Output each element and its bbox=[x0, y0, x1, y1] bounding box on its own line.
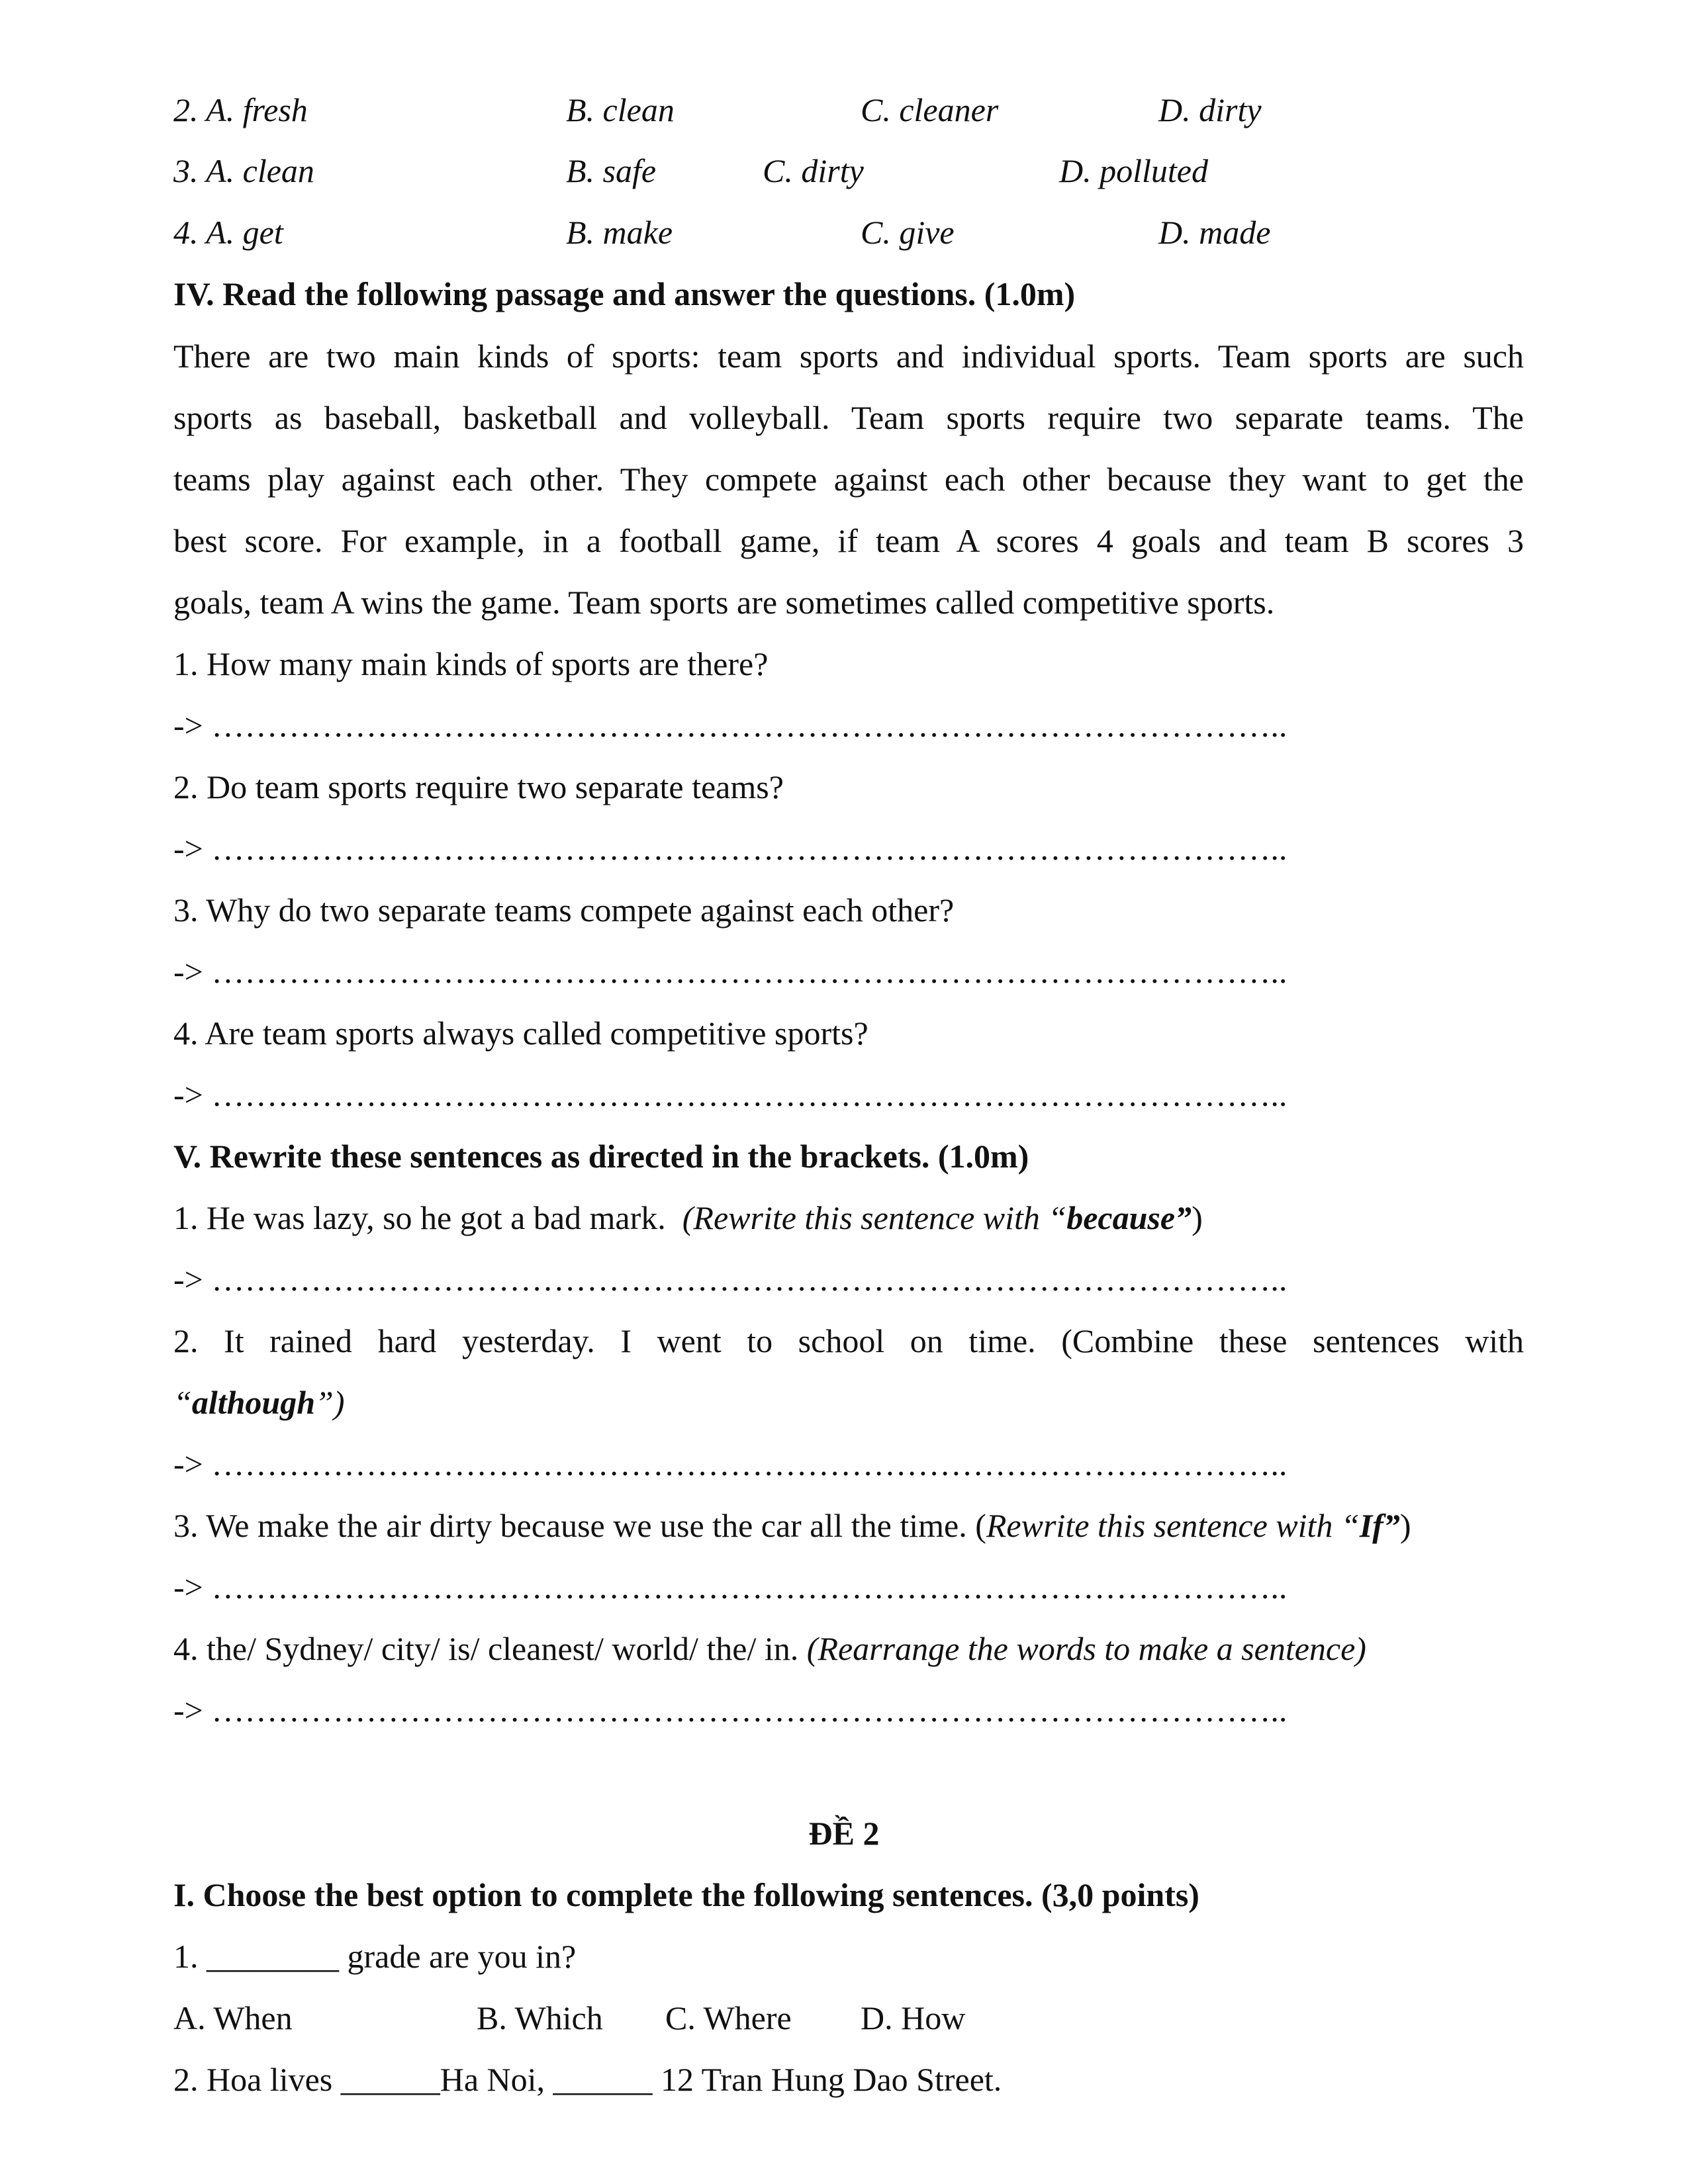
keyword-if: If” bbox=[1359, 1507, 1400, 1544]
answer-line: -> …………………………………………………………………………………….. bbox=[173, 1261, 1288, 1298]
open-quote: “ bbox=[173, 1384, 192, 1421]
section-iv-heading: IV. Read the following passage and answer the questions. (1.0m) bbox=[173, 275, 1076, 312]
question-v-3 bbox=[173, 1506, 1411, 1545]
de-2-q1-option-c: C. Where bbox=[665, 1999, 792, 2036]
question-v-4 bbox=[173, 1629, 1366, 1668]
q2-option-d: D. dirty bbox=[1158, 91, 1262, 128]
question-iv-1: 1. How many main kinds of sports are there? bbox=[173, 645, 769, 682]
de-2-q1-option-a: A. When bbox=[173, 1999, 293, 2036]
answer-line: -> …………………………………………………………………………………….. bbox=[173, 1692, 1288, 1729]
q3-option-b: B. safe bbox=[566, 152, 657, 189]
de-2-question-2: 2. Hoa lives ______Ha Noi, ______ 12 Tran Hung Dao Street. bbox=[173, 2061, 1002, 2098]
question-v-3-instruction: Rewrite this sentence with “ bbox=[986, 1507, 1360, 1544]
passage-line: best score. For example, in a football game, if team A scores 4 goals and team B scores 3 bbox=[173, 522, 1524, 559]
section-v-heading: V. Rewrite these sentences as directed in the brackets. (1.0m) bbox=[173, 1138, 1029, 1175]
close-quote: ”) bbox=[315, 1384, 345, 1421]
q2-option-a: 2. A. fresh bbox=[173, 91, 308, 128]
de-2-q1-option-b: B. Which bbox=[477, 1999, 603, 2036]
question-iv-2: 2. Do team sports require two separate teams? bbox=[173, 768, 784, 805]
passage-line: sports as baseball, basketball and volleyball. Team sports require two separate teams. The bbox=[173, 399, 1524, 436]
answer-line: -> …………………………………………………………………………………….. bbox=[173, 1569, 1288, 1606]
question-v-2-line1: 2. It rained hard yesterday. I went to school on time. (Combine these sentences with bbox=[173, 1322, 1524, 1359]
q3-option-a: 3. A. clean bbox=[173, 152, 314, 189]
question-v-4-text: 4. the/ Sydney/ city/ is/ cleanest/ world/ the/ in. bbox=[173, 1630, 799, 1667]
de-2-q1-option-d: D. How bbox=[861, 1999, 966, 2036]
answer-line: -> …………………………………………………………………………………….. bbox=[173, 1076, 1288, 1113]
keyword-although: although bbox=[191, 1384, 316, 1421]
q3-option-c: C. dirty bbox=[763, 152, 864, 189]
q2-option-c: C. cleaner bbox=[861, 91, 999, 128]
passage-line: There are two main kinds of sports: team sports and individual sports. Team sports are such bbox=[173, 338, 1524, 375]
closing-bracket: ) bbox=[1399, 1507, 1411, 1544]
q4-option-d: D. made bbox=[1158, 214, 1271, 251]
passage-line: goals, team A wins the game. Team sports are sometimes called competitive sports. bbox=[173, 584, 1275, 621]
question-v-2-line2 bbox=[173, 1383, 345, 1422]
keyword-because: because” bbox=[1066, 1199, 1192, 1236]
q2-option-b: B. clean bbox=[566, 91, 675, 128]
q3-option-d: D. polluted bbox=[1059, 152, 1208, 189]
question-iv-3: 3. Why do two separate teams compete against each other? bbox=[173, 891, 955, 929]
answer-line: -> …………………………………………………………………………………….. bbox=[173, 707, 1288, 744]
closing-bracket: ) bbox=[1192, 1199, 1203, 1236]
q4-option-b: B. make bbox=[566, 214, 673, 251]
answer-line: -> …………………………………………………………………………………….. bbox=[173, 1445, 1288, 1482]
question-v-1 bbox=[173, 1198, 1203, 1238]
q4-option-c: C. give bbox=[861, 214, 955, 251]
question-v-1-text: 1. He was lazy, so he got a bad mark. bbox=[173, 1199, 666, 1236]
question-v-1-instruction: (Rewrite this sentence with “ bbox=[682, 1199, 1067, 1236]
question-v-4-instruction: (Rearrange the words to make a sentence) bbox=[806, 1630, 1366, 1667]
q4-option-a: 4. A. get bbox=[173, 214, 283, 251]
answer-line: -> …………………………………………………………………………………….. bbox=[173, 830, 1288, 867]
question-iv-4: 4. Are team sports always called competitive sports? bbox=[173, 1015, 868, 1052]
de-2-question-1: 1. ________ grade are you in? bbox=[173, 1938, 577, 1975]
passage-line: teams play against each other. They compete against each other because they want to get the bbox=[173, 461, 1524, 498]
de-2-title: ĐỀ 2 bbox=[808, 1815, 880, 1852]
answer-line: -> …………………………………………………………………………………….. bbox=[173, 953, 1288, 990]
de-2-section-i-heading: I. Choose the best option to complete the following sentences. (3,0 points) bbox=[173, 1876, 1199, 1913]
question-v-3-text: 3. We make the air dirty because we use the car all the time. ( bbox=[173, 1507, 986, 1544]
